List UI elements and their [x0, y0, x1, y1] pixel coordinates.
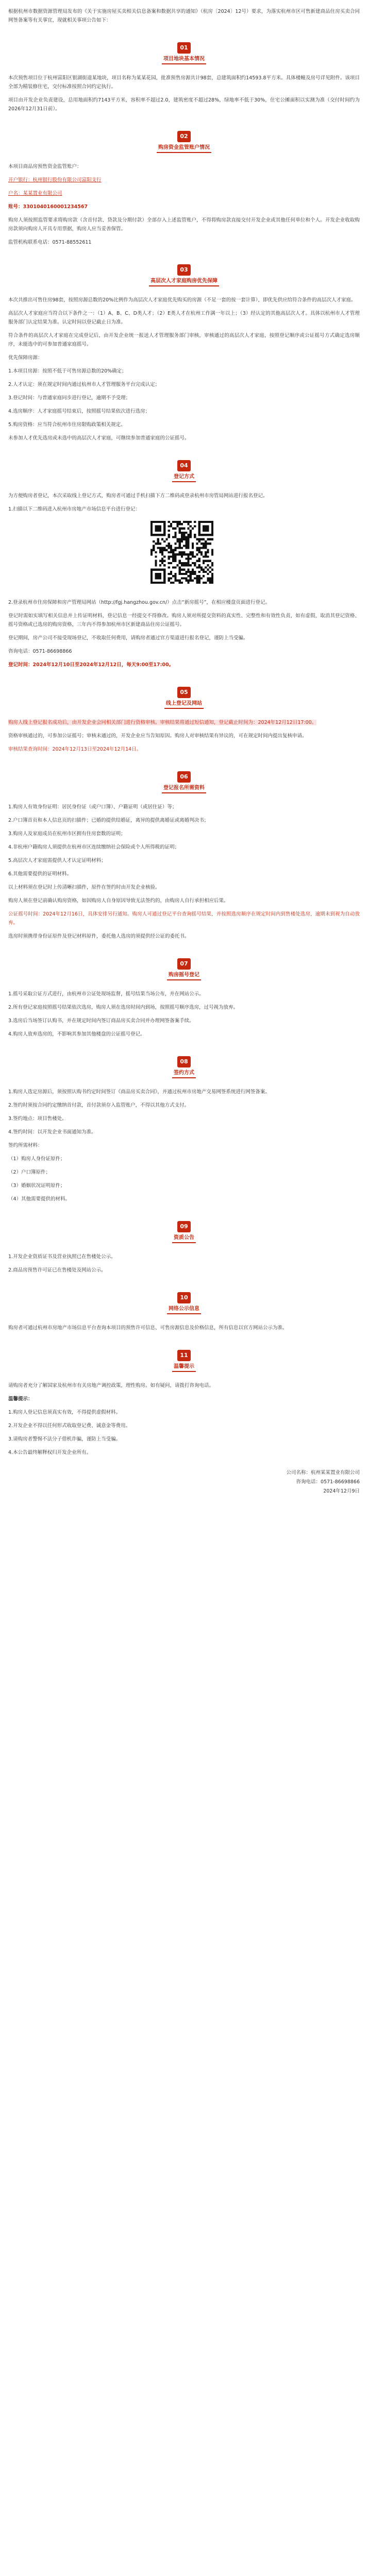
- section-number: 04: [177, 460, 191, 471]
- list-item: 1.开发企业资质证书及营业执照已在售楼处公示。: [8, 1254, 116, 1260]
- list-item: 2.人才认定：须在规定时间内通过杭州市人才管理服务平台完成认定；: [8, 382, 160, 387]
- list-item: （2）户口簿原件；: [8, 1170, 51, 1175]
- account-number: 账号：3301040160001234567: [8, 204, 88, 210]
- list-item: 5.购房资格：应当符合杭州市住房限购政策相关规定。: [8, 422, 126, 428]
- section-number: 07: [177, 958, 191, 970]
- paragraph: 登记期间，房产公司不接受现场登记，不收取任何费用，请购房者通过官方渠道进行报名登记，谨防上当受骗。: [8, 635, 248, 641]
- paragraph: [8, 718, 360, 727]
- section-number: 05: [177, 687, 191, 698]
- highlight-text: 购房人线上登记报名成功后，由开发企业会同相关部门进行资格审核。审核结果将通过短信通知，登记截止时间为：2024年12月12日17:00。: [8, 720, 317, 725]
- highlight-text: 审核结果查询时间：2024年12月13日至2024年12月14日。: [8, 747, 142, 752]
- paragraph: 登记时需如实填写相关信息并上传证明材料，登记信息一经提交不得修改。购房人须对所提交资料的真实性、完整性和有效性负责，如有虚假，取消其登记资格、摇号资格或已选房的购房资格，三年内不得参加杭州市区新建商品住房公证摇号。: [8, 613, 360, 628]
- paragraph: [8, 910, 360, 927]
- section-header-09: [8, 1221, 360, 1243]
- registration-time: 登记时间：2024年12月10日至2024年12月12日，每天9:00至17:00。: [8, 662, 174, 668]
- publish-date: 2024年12月9日: [323, 1488, 360, 1494]
- paragraph: 选房时须携带身份证原件及登记材料原件，委托他人选房的须提供经公证的委托书。: [8, 934, 190, 939]
- list-item: 4.签约时间：以开发企业书面通知为准。: [8, 1129, 96, 1135]
- list-item: 2.户口簿首页和本人信息页的扫描件；已婚的提供结婚证，离异的提供离婚证或离婚判决书；: [8, 818, 209, 823]
- section-title: 购房摇号登记: [167, 971, 201, 980]
- section-header-11: [8, 1350, 360, 1372]
- paragraph: 为方便购房者登记，本次采取线上登记方式，购房者可通过手机扫描下方二维码或登录杭州市房管局网站进行报名登记。: [8, 493, 268, 499]
- section-header-02: [8, 131, 360, 153]
- list-item: 2.商品房预售许可证已在售楼处及网站公示。: [8, 1267, 106, 1273]
- section-header-06: [8, 771, 360, 793]
- paragraph: 2.登录杭州市住房保障和房产管理局网站（http://fgj.hangzhou.gov.cn/）点击“新房摇号”，在相应楼盘页面进行登记。: [8, 600, 270, 605]
- list-item: 4.本公告最终解释权归开发企业所有。: [8, 1450, 92, 1455]
- paragraph: 本项目商品房预售资金监管账户：: [8, 164, 82, 170]
- list-item: 4.购房人放弃选房的，不影响其参加其他楼盘的公证摇号登记。: [8, 1031, 145, 1037]
- section-number: 06: [177, 771, 191, 783]
- section-header-10: [8, 1292, 360, 1314]
- section-title: 购房资金监管账户情况: [157, 144, 211, 153]
- contact-phone: 咨询电话：0571-86698866: [8, 649, 72, 654]
- section-number: 11: [177, 1350, 191, 1361]
- paragraph: 项目由开发企业负责建设，总用地面积约7143平方米，容积率不超过2.0，建筑密度不超过28%，绿地率不低于30%，住宅公摊面积以实测为准（交付时间约为2026年12月31日前）。: [8, 97, 360, 112]
- section-header-01: [8, 42, 360, 64]
- paragraph: 请购房者充分了解国家及杭州市有关房地产调控政策，理性购房。如有疑问，请拨打咨询电话。: [8, 1383, 214, 1388]
- list-item: （1）购房人身份证原件；: [8, 1156, 65, 1162]
- section-number: 08: [177, 1056, 191, 1067]
- paragraph: 监管机构联系电话：0571-88552611: [8, 240, 92, 245]
- bank-name: 开户银行：杭州银行股份有限公司富阳支行: [8, 177, 102, 183]
- list-item: 3.登记时间：与普通家庭同步进行登记，逾期不予受理；: [8, 395, 131, 401]
- list-label: 温馨提示：: [8, 1396, 33, 1402]
- signature-block: [8, 1468, 360, 1496]
- list-item: 1.摇号采取公证方式进行，由杭州市公证处现场监督，摇号结果当场公布，并在网站公示。: [8, 991, 204, 997]
- paragraph: 符合条件的高层次人才家庭在完成登记后，由开发企业统一报送人才管理服务部门审核，审核通过的高层次人才家庭，按照登记顺序或公证摇号方式确定选房顺序，未能选中的可参加普通家庭摇号。: [8, 333, 360, 347]
- section-header-08: [8, 1056, 360, 1078]
- paragraph: 购房人须按照监管要求将购房款（含首付款、贷款及分期付款）全部存入上述监管账户，不得将购房款直接交付开发企业或其他任何单位和个人。开发企业收取购房款须向购房人开具专用票据，购房人应当妥善保管。: [8, 217, 360, 232]
- list-item: 3.签约地点：项目售楼处。: [8, 1116, 67, 1122]
- list-item: 2.开发企业不得以任何形式收取登记费、诚意金等费用。: [8, 1423, 131, 1429]
- section-number: 01: [177, 42, 191, 54]
- intro-paragraph: 根据杭州市数据资源管理局发布的《关于实施房屋买卖相关信息备案和数据共享的通知》（杭房〔2024〕12号）要求，为落实杭州市区可售新建商品住房买卖合同网签备案等有关事宜，现就相关事项公告如下：: [8, 9, 360, 23]
- list-item: 3.选房后当场签订认购书，并在规定时间内签订商品房买卖合同并办理网签备案手续。: [8, 1018, 194, 1024]
- paragraph: 购房人须在登记前确认购房资格，如因购房人自身原因导致无法签约的，由购房人自行承担相应后果。: [8, 898, 229, 904]
- list-item: 4.非杭州户籍购房人须提供在杭州市区连续缴纳社会保险或个人所得税的证明；: [8, 844, 180, 850]
- list-item: 6.其他需要提供的证明材料。: [8, 871, 72, 877]
- list-item: 1.本项目房源：按照不低于可售房源总数的20%确定；: [8, 368, 127, 374]
- list-item: 1.购房人有效身份证明：居民身份证（或户口簿）、户籍证明（或居住证）等；: [8, 804, 177, 810]
- section-title: 项目地块基本情况: [162, 55, 206, 64]
- section-title: 网络公示信息: [167, 1305, 201, 1314]
- list-item: 1.购房人登记信息须真实有效，不得提供虚假材料。: [8, 1410, 121, 1415]
- section-header-05: [8, 687, 360, 709]
- paragraph: 高层次人才家庭应当符合以下条件之一：（1）A、B、C、D类人才；（2）E类人才在杭州工作满一年以上；（3）经认定的其他高层次人才。具体以杭州市人才管理服务部门认定结果为准。认定时间以登记截止日为准。: [8, 311, 360, 325]
- contact-phone: 咨询电话：0571-86698866: [296, 1479, 360, 1485]
- paragraph: 签约所需材料：: [8, 1143, 43, 1148]
- list-item: 4.选房顺序：人才家庭摇号结束后，按照摇号结果依次进行选房；: [8, 409, 150, 414]
- company-name: 公司名称：杭州某某置业有限公司: [286, 1470, 360, 1476]
- paragraph: 优先保障房源：: [8, 355, 43, 361]
- list-item: （3）婚姻状况证明原件；: [8, 1183, 65, 1189]
- section-header-04: [8, 460, 360, 482]
- highlight-text: 公证摇号时间：2024年12月16日，具体安排另行通知。购房人可通过登记平台查询摇号结果，并按照选房顺序在规定时间内到售楼处选房，逾期未到视为自动放弃。: [8, 911, 360, 926]
- section-title: 高层次人才家庭购房优先保障: [149, 277, 219, 286]
- paragraph: 购房者可通过杭州市房地产市场信息平台查询本项目的预售许可信息、可售房源信息及价格信息，所有信息以官方网站公示为准。: [8, 1325, 288, 1331]
- section-number: 10: [177, 1292, 191, 1303]
- account-name: 户名：某某置业有限公司: [8, 191, 62, 196]
- list-item: 3.请购房者警惕不法分子借机诈骗，谨防上当受骗。: [8, 1436, 121, 1442]
- list-item: 3.购房人及家庭成员在杭州市区拥有住房套数的证明；: [8, 831, 126, 837]
- section-number: 09: [177, 1221, 191, 1232]
- section-title: 资质公告: [172, 1234, 196, 1243]
- paragraph: 1.扫描以下二维码进入杭州市房地产市场信息平台进行登记：: [8, 506, 141, 512]
- list-item: 2.签约时须按合同约定缴纳首付款，首付款须存入监管账户，不得以其他方式支付。: [8, 1103, 190, 1108]
- paragraph: 本次预售项目位于杭州富阳区银湖街道某地块，项目名称为某某花园，批准预售房源共计98套，总建筑面积约14593.8平方米。具体楼幢及房号详见附件。该项目全部为精装修住宅，交付标准按照合同约定执行。: [8, 75, 360, 90]
- list-item: （4）其他需要提供的材料。: [8, 1196, 71, 1202]
- qr-code[interactable]: [148, 519, 220, 590]
- section-number: 03: [177, 264, 191, 276]
- list-item: 5.高层次人才家庭需提供人才认定证明材料；: [8, 858, 106, 863]
- section-title: 线上登记及网站: [164, 700, 204, 709]
- section-title: 登记方式: [172, 473, 196, 482]
- list-item: 1.购房人选定房源后，须按照认购书约定时间签订《商品房买卖合同》，并通过杭州市房地产交易网签系统进行网签备案。: [8, 1089, 270, 1095]
- paragraph: 本次共推出可售住房98套，按照房源总数的20%比例作为高层次人才家庭优先购买的房源（不足一套的按一套计算），即优先供应给符合条件的高层次人才家庭。: [8, 297, 356, 303]
- paragraph: 以上材料须在登记时上传清晰扫描件，原件在签约时由开发企业核验。: [8, 885, 160, 890]
- list-item: 2.所有登记家庭按照摇号结果依次选房，购房人须在选房时间内到场，按照摇号顺序选房，过号视为放弃。: [8, 1005, 239, 1010]
- paragraph: 资格审核通过的，可参加公证摇号；审核未通过的，开发企业应当告知原因。购房人对审核结果有异议的，可在规定时间内提出复核申请。: [8, 733, 307, 739]
- section-header-07: [8, 958, 360, 980]
- paragraph: 未参加人才优先选房或未选中的高层次人才家庭，可继续参加普通家庭的公证摇号。: [8, 435, 190, 441]
- section-title: 签约方式: [172, 1069, 196, 1078]
- section-number: 02: [177, 131, 191, 142]
- section-title: 登记报名所需资料: [162, 784, 206, 793]
- section-header-03: [8, 264, 360, 286]
- section-title: 温馨提示: [172, 1363, 196, 1372]
